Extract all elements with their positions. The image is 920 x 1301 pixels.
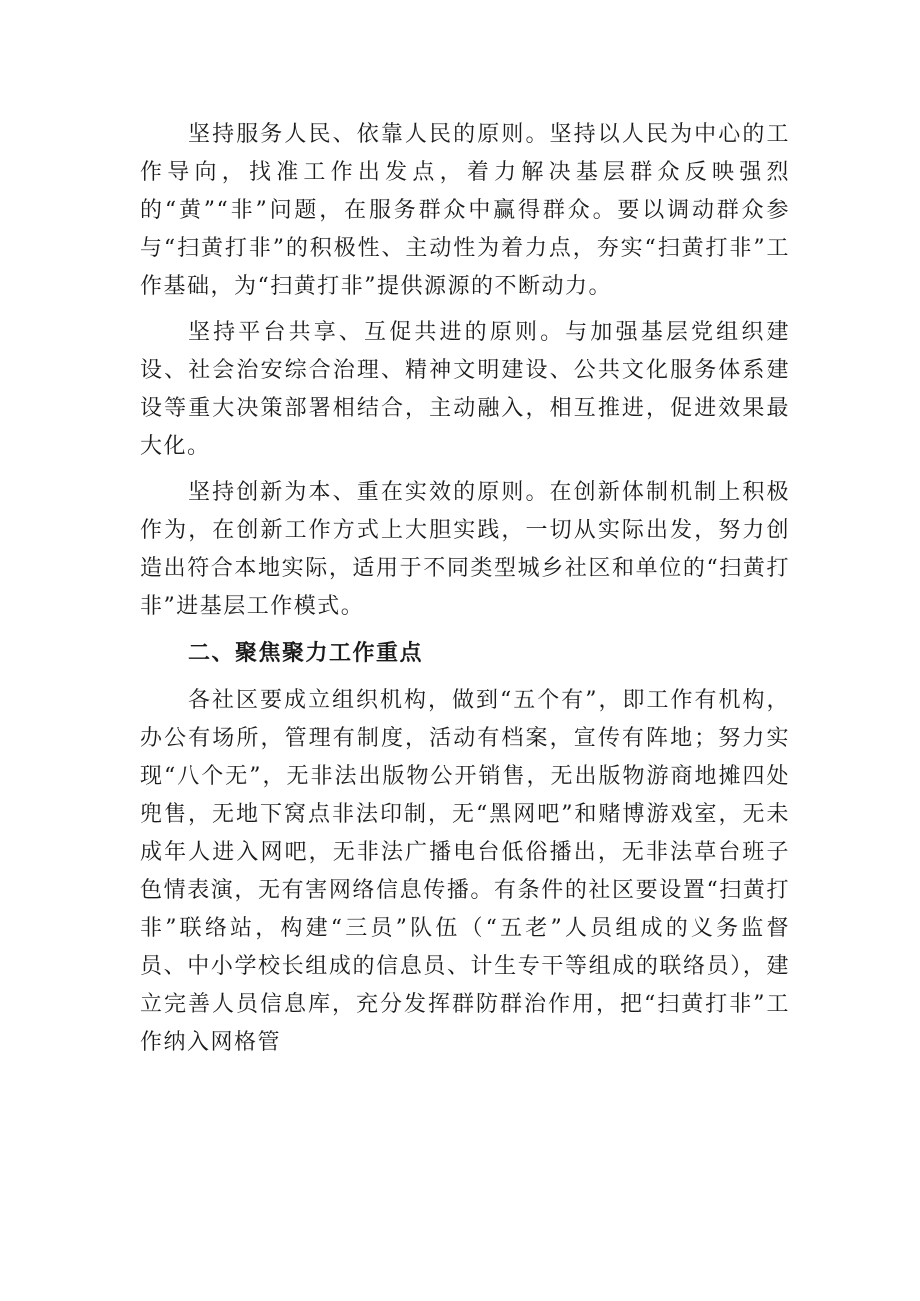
paragraph-principle-platform-sharing: 坚持平台共享、互促共进的原则。与加强基层党组织建设、社会治安综合治理、精神文明建设、公共文化服务体系建设等重大决策部署相结合，主动融入，相互推进，促进效果最大化。 [140, 320, 790, 459]
paragraph-section-body: 各社区要成立组织机构，做到“五个有”，即工作有机构，办公有场所，管理有制度，活动有档案，宣传有阵地；努力实现“八个无”，无非法出版物公开销售，无出版物游商地摊四处兜售，无地下窝点非法印制，无“黑网吧”和赌博游戏室，无未成年人进入网吧，无非法广播电台低俗播出，无非法草台班子色情表演，无有害网络信息传播。有条件的社区要设置“扫黄打非”联络站，构建“三员”队伍（“五老”人员组成的义务监督员、中小学校长组成的信息员、计生专干等组成的联络员），建立完善人员信息库，充分发挥群防群治作用，把“扫黄打非”工作纳入网格管 [140, 688, 790, 1055]
section-heading: 二、聚焦聚力工作重点 [188, 641, 424, 666]
paragraph-principle-serve-people: 坚持服务人民、依靠人民的原则。坚持以人民为中心的工作导向，找准工作出发点，着力解决基层群众反映强烈的“黄”“非”问题，在服务群众中赢得群众。要以调动群众参与“扫黄打非”的积极性、主动性为着力点，夯实“扫黄打非”工作基础，为“扫黄打非”提供源源的不断动力。 [140, 122, 790, 299]
paragraph-principle-innovation: 坚持创新为本、重在实效的原则。在创新体制机制上积极作为，在创新工作方式上大胆实践，一切从实际出发，努力创造出符合本地实际，适用于不同类型城乡社区和单位的“扫黄打非”进基层工作模式。 [140, 480, 790, 619]
document-body [140, 116, 790, 1070]
